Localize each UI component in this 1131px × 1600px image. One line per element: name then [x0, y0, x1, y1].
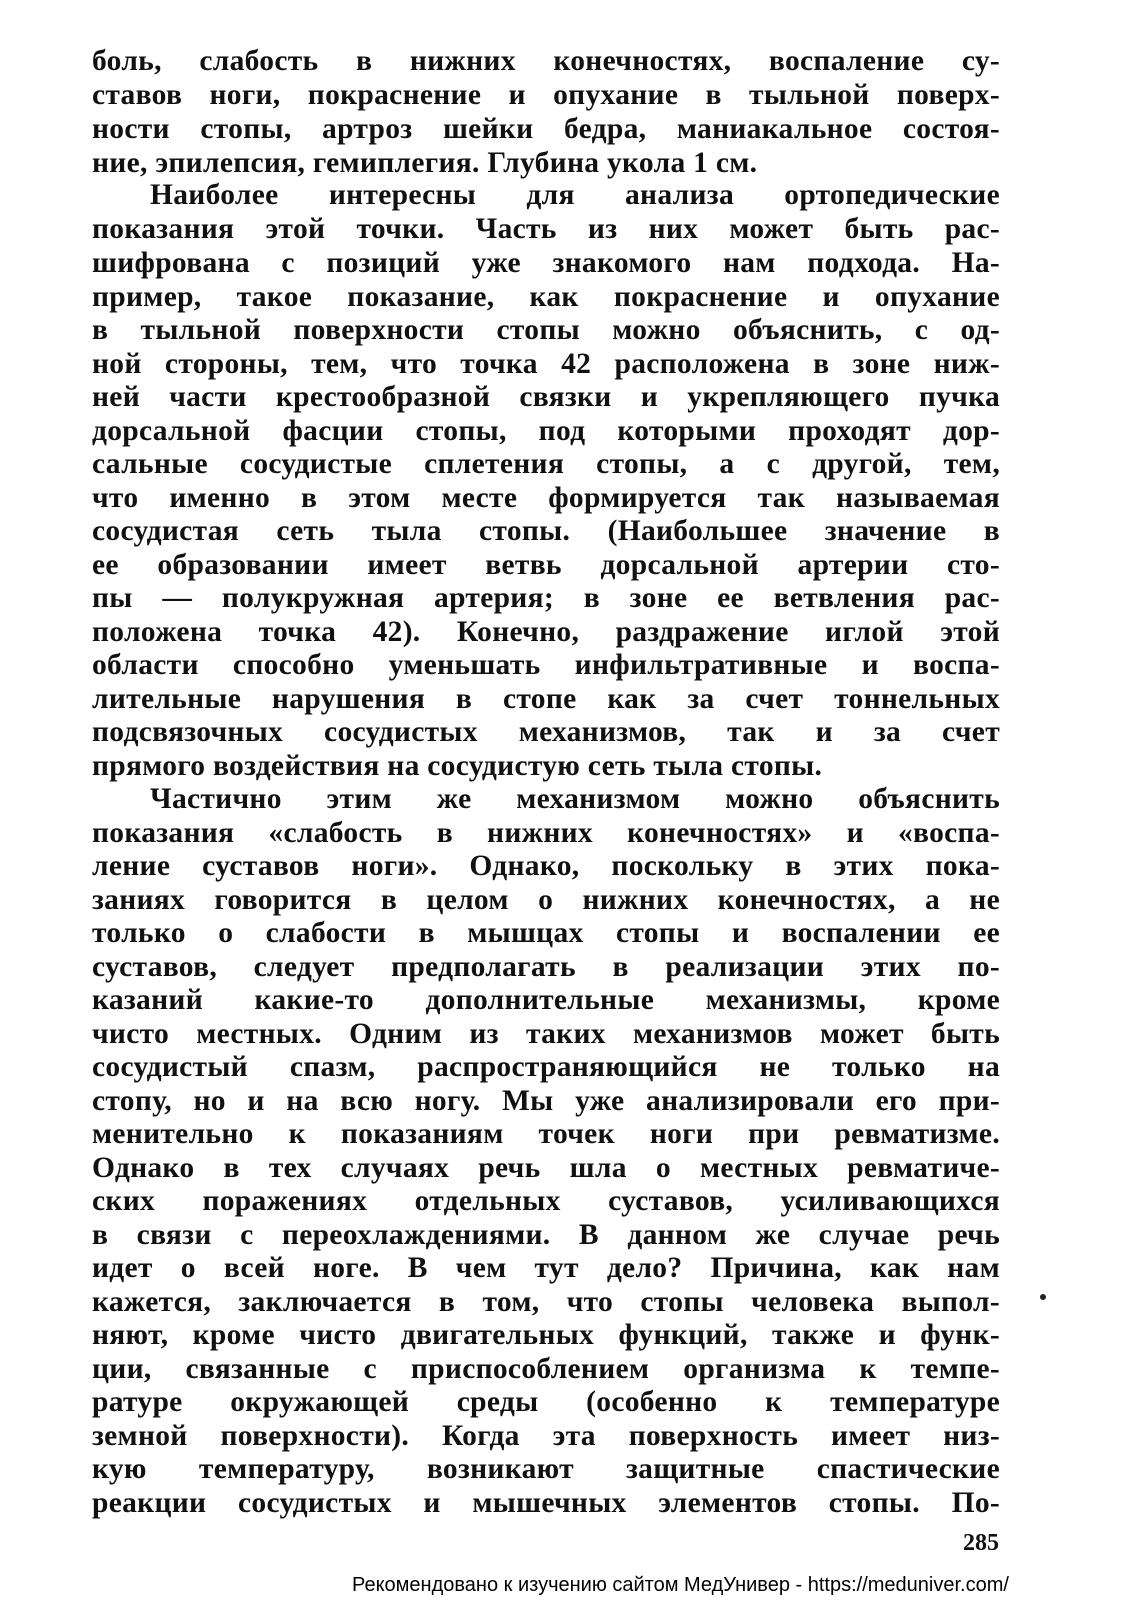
- text-line: ности стопы, артроз шейки бедра, маниакальное состоя-: [92, 113, 1000, 145]
- text-line: сосудистая сеть тыла стопы. (Наибольшее значение в: [92, 515, 1000, 547]
- text-line: показания «слабость в нижних конечностях» и «воспа-: [92, 817, 1000, 849]
- text-line: Однако в тех случаях речь шла о местных ревматиче-: [92, 1152, 1000, 1184]
- text-line: суставов, следует предполагать в реализации этих по-: [92, 951, 1000, 983]
- text-line: кажется, заключается в том, что стопы человека выпол-: [92, 1286, 1000, 1318]
- text-line: ней части крестообразной связки и укрепляющего пучка: [92, 381, 1000, 413]
- text-line: в тыльной поверхности стопы можно объяснить, с од-: [92, 314, 1000, 346]
- text-line: только о слабости в мышцах стопы и воспалении ее: [92, 917, 1000, 949]
- page-number: 285: [963, 1530, 999, 1556]
- text-line: в связи с переохлаждениями. В данном же случае речь: [92, 1219, 1000, 1251]
- text-line: чисто местных. Одним из таких механизмов может быть: [92, 1018, 1000, 1050]
- text-line: кую температуру, возникают защитные спастические: [92, 1453, 1000, 1485]
- text-line: пример, такое показание, как покраснение и опухание: [92, 281, 1000, 313]
- text-line: ских поражениях отдельных суставов, усиливающихся: [92, 1185, 1000, 1217]
- text-line: Частично этим же механизмом можно объяснить: [150, 783, 1000, 815]
- text-line: земной поверхности). Когда эта поверхность имеет низ-: [92, 1420, 1000, 1452]
- text-line: менительно к показаниям точек ноги при ревматизме.: [92, 1118, 1000, 1150]
- text-line: заниях говорится в целом о нижних конечностях, а не: [92, 884, 1000, 916]
- text-line: ее образовании имеет ветвь дорсальной артерии сто-: [92, 549, 1000, 581]
- text-line: идет о всей ноге. В чем тут дело? Причина, как нам: [92, 1252, 1000, 1284]
- text-line: лительные нарушения в стопе как за счет тоннельных: [92, 683, 1000, 715]
- text-line: шифрована с позиций уже знакомого нам подхода. На-: [92, 247, 1000, 279]
- text-line: реакции сосудистых и мышечных элементов стопы. По-: [92, 1487, 1000, 1519]
- text-line: ление суставов ноги». Однако, поскольку в этих пока-: [92, 850, 1000, 882]
- text-line: что именно в этом месте формируется так называемая: [92, 482, 1000, 514]
- text-line: ной стороны, тем, что точка 42 расположена в зоне ниж-: [92, 348, 1000, 380]
- text-line: прямого воздействия на сосудистую сеть тыла стопы.: [92, 750, 823, 782]
- text-line: боль, слабость в нижних конечностях, воспаление су-: [92, 45, 1000, 77]
- text-line: области способно уменьшать инфильтративные и воспа-: [92, 649, 1000, 681]
- text-line: ставов ноги, покраснение и опухание в тыльной поверх-: [92, 79, 1000, 111]
- text-line: сальные сосудистые сплетения стопы, а с другой, тем,: [92, 448, 1000, 480]
- text-line: дорсальной фасции стопы, под которыми проходят дор-: [92, 415, 1000, 447]
- text-line: няют, кроме чисто двигательных функций, также и функ-: [92, 1319, 1000, 1351]
- text-line: Наиболее интересны для анализа ортопедические: [150, 179, 1000, 211]
- text-line: ратуре окружающей среды (особенно к температуре: [92, 1386, 1000, 1418]
- print-speck: [1040, 1294, 1046, 1300]
- text-line: ции, связанные с приспособлением организма к темпе-: [92, 1353, 1000, 1385]
- text-line: показания этой точки. Часть из них может быть рас-: [92, 213, 1000, 245]
- text-line: подсвязочных сосудистых механизмов, так и за счет: [92, 716, 1000, 748]
- text-line: пы — полукружная артерия; в зоне ее ветвления рас-: [92, 582, 1000, 614]
- footer-recommendation: Рекомендовано к изучению сайтом МедУнивер - https://meduniver.com/: [352, 1574, 1009, 1596]
- text-line: казаний какие-то дополнительные механизмы, кроме: [92, 984, 1000, 1016]
- text-line: сосудистый спазм, распространяющийся не только на: [92, 1051, 1000, 1083]
- text-line: ние, эпилепсия, гемиплегия. Глубина укола 1 см.: [92, 147, 758, 179]
- text-line: положена точка 42). Конечно, раздражение иглой этой: [92, 616, 1000, 648]
- text-line: стопу, но и на всю ногу. Мы уже анализировали его при-: [92, 1085, 1000, 1117]
